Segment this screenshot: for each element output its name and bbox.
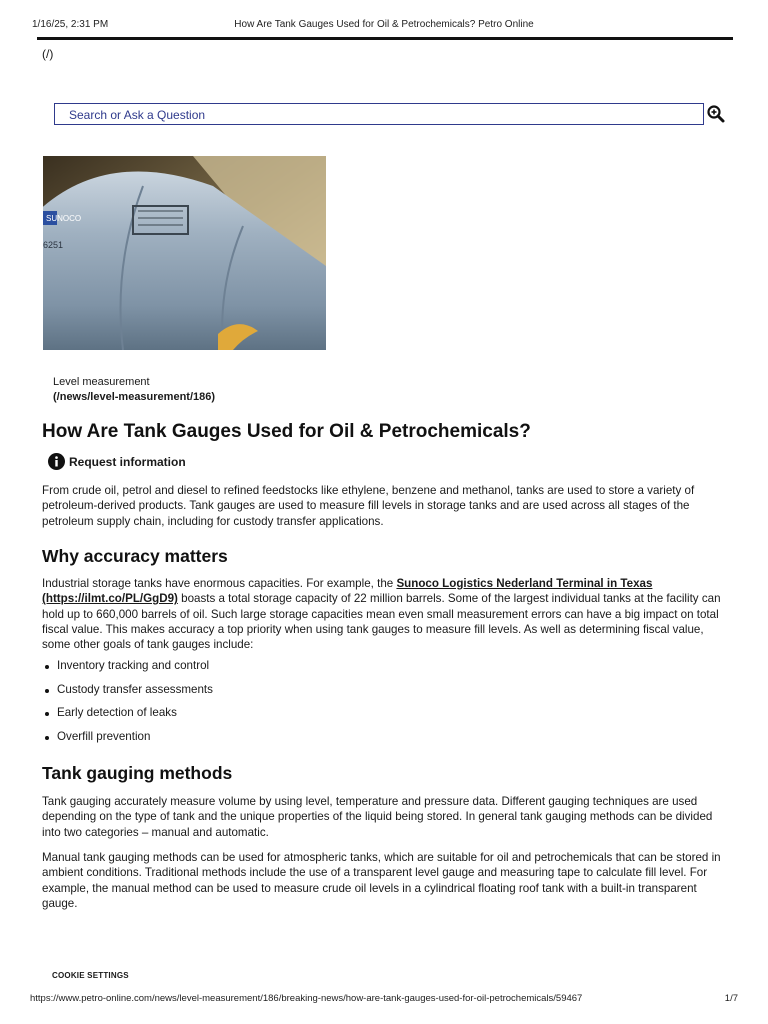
accuracy-text-after: boasts a total storage capacity of 22 million barrels. Some of the largest individual tanks at the facility can hold up to 660,000 barrels of oil. Such large storage capacities mean even small measurement errors can have a big impact on total fiscal value. This makes accuracy a top priority when using tank gauges to measure fill levels. As well as determining fiscal value, some other goals of tank gauges include: (42, 592, 721, 652)
hero-image (43, 156, 326, 350)
section-heading-methods: Tank gauging methods (42, 763, 233, 783)
request-info-button[interactable] (48, 453, 186, 470)
accuracy-text-before: Industrial storage tanks have enormous capacities. For example, the (42, 577, 397, 590)
list-item: Early detection of leaks (42, 706, 213, 730)
print-datetime: 1/16/25, 2:31 PM (32, 19, 109, 30)
goals-list (42, 659, 213, 753)
cookie-settings-button[interactable]: COOKIE SETTINGS (52, 971, 129, 980)
intro-paragraph: From crude oil, petrol and diesel to refined feedstocks like ethylene, benzene and methanol, tanks are used to store a variety of petroleum-derived products. Tank gauges are used to measure fill levels in storage tanks and are used across all stages of the petroleum supply chain, including for custody transfer applications. (42, 484, 695, 528)
sunoco-link[interactable]: Sunoco Logistics Nederland Terminal in Texas (https://ilmt.co/PL/GgD9) (42, 577, 653, 606)
request-info-label: Request information (69, 454, 186, 469)
hero-logo-text: SUNOCO (46, 214, 82, 223)
breadcrumb (53, 375, 215, 405)
methods-paragraph-2: Manual tank gauging methods can be used for atmospheric tanks, which are suitable for oil and petrochemicals that can be stored in ambient conditions. Traditional methods include the use of a transparent level gauge and measuring tape to calculate fill level. For example, the manual method can be used to measure crude oil levels in a cylindrical floating roof tank with a built-in transparent gauge. (42, 851, 721, 910)
print-footer-page: 1/7 (724, 993, 738, 1004)
article-title: How Are Tank Gauges Used for Oil & Petrochemicals? (42, 421, 531, 442)
search-input[interactable]: Search or Ask a Question (54, 103, 704, 125)
list-item: Inventory tracking and control (42, 659, 213, 683)
print-footer-url: https://www.petro-online.com/news/level-measurement/186/breaking-news/how-are-tank-gauges-used-for-oil-petrochemicals/59467 (30, 993, 583, 1004)
list-item: Overfill prevention (42, 730, 213, 754)
print-title: How Are Tank Gauges Used for Oil & Petrochemicals? Petro Online (234, 19, 534, 30)
header-divider (37, 37, 733, 40)
methods-paragraph-1: Tank gauging accurately measure volume by using level, temperature and pressure data. Different gauging techniques are used depending on the type of tank and the unique properties of the liquid being stored. In general tank gauging methods can be divided into two categories – manual and automatic. (42, 795, 713, 839)
section-heading-accuracy: Why accuracy matters (42, 546, 228, 566)
search-icon[interactable] (706, 104, 726, 124)
breadcrumb-link[interactable]: (/news/level-measurement/186) (53, 391, 216, 403)
list-item: Custody transfer assessments (42, 683, 213, 707)
info-icon (48, 453, 65, 470)
hero-number-text: 6251 (43, 240, 64, 250)
accuracy-paragraph (42, 576, 727, 652)
home-link[interactable]: (/) (42, 47, 54, 61)
breadcrumb-label: Level measurement (53, 376, 150, 388)
